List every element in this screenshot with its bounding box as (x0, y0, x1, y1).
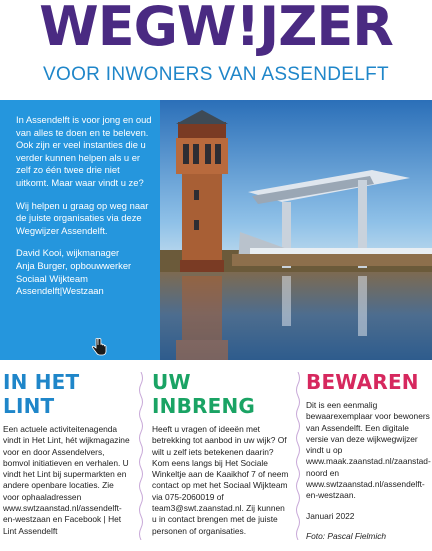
column-divider-2 (295, 372, 301, 540)
hero-section (0, 100, 432, 360)
column-lint (3, 370, 131, 546)
heading-inbreng: UW INBRENG (152, 370, 256, 418)
intro-panel (0, 100, 160, 360)
intro-paragraph-2: Wij helpen u graag op weg naar de juiste organisaties via deze Wegwijzer Assendelft. (16, 199, 149, 236)
title-end: JZER (259, 0, 393, 58)
signature-opbouwwerker: Anja Burger, opbouwwerker Sociaal Wijkteam Assendelft|Westzaan (16, 259, 132, 297)
masthead (0, 0, 432, 62)
signature-wijkmanager: David Kooi, wijkmanager (16, 247, 120, 259)
wegwijzer-wordmark (39, 0, 393, 58)
inbreng-body: Heeft u vragen of ideeën met betrekking tot aanbod in uw wijk? Of wilt u zelf iets betekenen daarin? Kom eens langs bij Het Sociale Winkeltje aan de Kaaikhof 7 of neem contact op met het Sociaal Wijkteam via 075-2060019 of team3@swt.zaanstad.nl. Zij kunnen u in contact brengen met de juiste personen of organisaties. (152, 424, 289, 536)
heading-bewaren: BEWAREN (306, 370, 419, 394)
heading-lint: IN HET LINT (3, 370, 80, 418)
column-bewaren (306, 370, 430, 551)
column-inbreng (152, 370, 290, 546)
photo-credit: Foto: Pascal Fielmich (306, 530, 387, 541)
subtitle: VOOR INWONERS VAN ASSENDELFT (43, 64, 389, 85)
column-divider-1 (138, 372, 144, 540)
bewaren-body: Dit is een eenmalig bewaarexemplaar voor bewoners van Assendelft. Een digitale versie van deze wijkwegwijzer vindt u op www.maak.zaanstad.nl/zaanstad-noord en www.swtzaanstad.nl/assendelft-en-westzaan. (306, 400, 431, 501)
title-mark: ! (235, 0, 260, 58)
lint-body: Een actuele activiteitenagenda vindt in Het Lint, hét wijkmagazine voor en door Assendelvers, bomvol initiatieven en verhalen. U vindt het Lint bij supermarkten en andere openbare locaties. Zie voor ophaaladressen www.swtzaanstad.nl/assendelft- en-westzaan en Facebook | Het Lint Assendelft (3, 424, 130, 536)
signature (16, 247, 152, 297)
title-start: WEGW (39, 0, 236, 58)
bewaren-date: Januari 2022 (306, 510, 355, 521)
water-tower (176, 110, 228, 272)
info-columns (0, 370, 432, 542)
hand-pointer-icon (91, 338, 107, 358)
intro-paragraph-1: In Assendelft is voor jong en oud van alles te doen en te beleven. Ook zijn er veel instanties die u verder kunnen helpen als u er zelf zo één twee drie niet uitkomt. Maar waar vindt u ze? (16, 114, 152, 188)
